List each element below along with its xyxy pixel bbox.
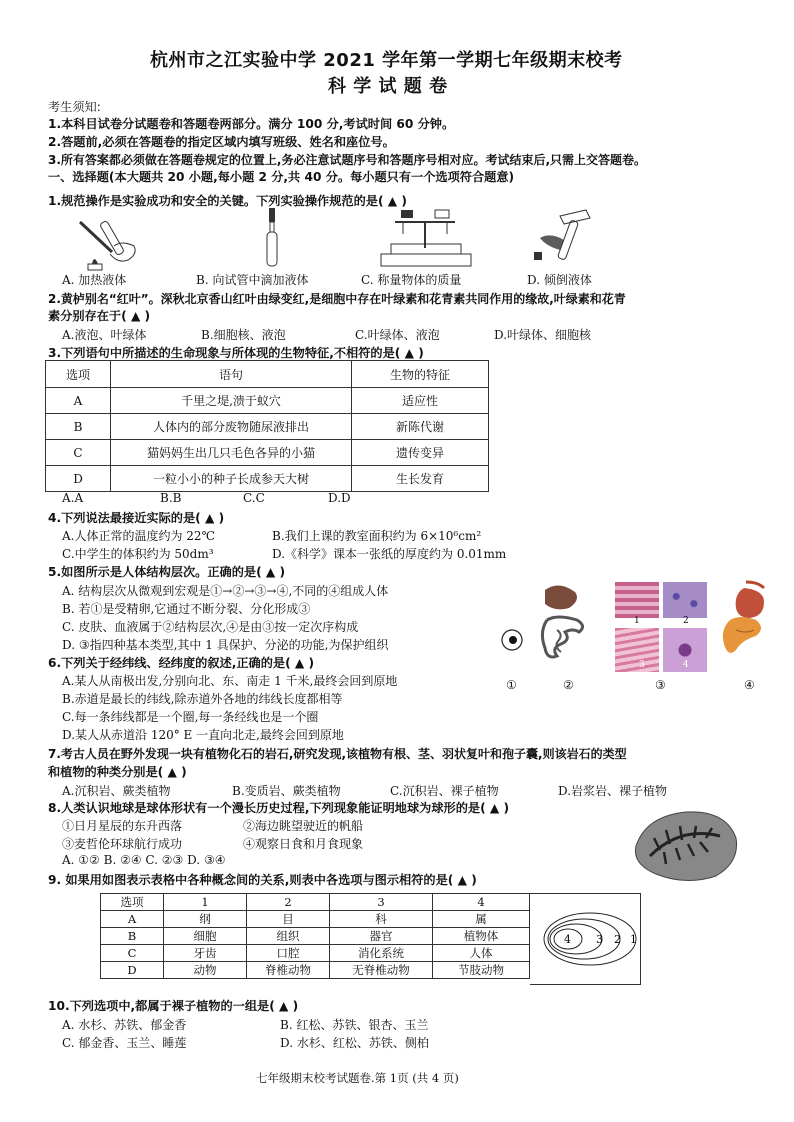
q3-cell: 适应性 <box>352 388 489 414</box>
tissue-image-2 <box>663 582 707 618</box>
q9-cell: 动物 <box>164 962 247 979</box>
q6-stem: 6.下列关于经纬线、经纬度的叙述,正确的是( ▲ ) <box>48 656 315 670</box>
q9-cell: B <box>101 928 164 945</box>
plant-fossil-image <box>630 806 740 886</box>
q2-stem-line2: 素分别存在于( ▲ ) <box>48 309 151 323</box>
cell-illustration <box>500 628 524 652</box>
q9-header: 4 <box>433 894 530 911</box>
q1-option-d: D. 倾倒液体 <box>527 273 592 287</box>
q1-option-a: A. 加热液体 <box>62 273 127 287</box>
q9-cell: 科 <box>330 911 433 928</box>
q9-cell: 人体 <box>433 945 530 962</box>
q4-option-c: C.中学生的体积约为 50dm³ <box>62 547 214 561</box>
q9-cell: 脊椎动物 <box>247 962 330 979</box>
heating-liquid-illustration <box>72 212 142 272</box>
tissue-num-4: 4 <box>683 660 689 670</box>
q3-cell: 遗传变异 <box>352 440 489 466</box>
q4-option-a: A.人体正常的温度约为 22℃ <box>62 529 215 543</box>
q7-option-d: D.岩浆岩、裸子植物 <box>558 784 668 798</box>
q5-option-c: C. 皮肤、血液属于②结构层次,④是由③按一定次序构成 <box>62 620 359 634</box>
q10-option-b: B. 红松、苏铁、银杏、玉兰 <box>280 1018 429 1032</box>
tissue-image-1 <box>615 582 659 618</box>
q3-option-d: D.D <box>328 491 351 505</box>
exam-title: 杭州市之江实验中学 2021 学年第一学期七年级期末校考 <box>150 50 623 71</box>
q6-option-a: A.某人从南极出发,分别向北、东、南走 1 千米,最终会回到原地 <box>62 674 398 688</box>
fig-label-4: ④ <box>744 678 755 692</box>
tissue-num-1: 1 <box>634 616 640 626</box>
q9-cell: 纲 <box>164 911 247 928</box>
exam-subtitle: 科 学 试 题 卷 <box>328 76 448 97</box>
q3-cell: C <box>46 440 111 466</box>
q3-option-a: A.A <box>62 491 84 505</box>
q3-cell: A <box>46 388 111 414</box>
q3-cell: B <box>46 414 111 440</box>
q3-header-sentence: 语句 <box>111 361 352 388</box>
q8-item-4: ④观察日食和月食现象 <box>243 837 364 851</box>
q9-header: 选项 <box>101 894 164 911</box>
q9-header: 2 <box>247 894 330 911</box>
q7-option-a: A.沉积岩、蕨类植物 <box>62 784 171 798</box>
q1-option-b: B. 向试管中滴加液体 <box>196 273 309 287</box>
q6-option-b: B.赤道是最长的纬线,除赤道外各地的纬线长度都相等 <box>62 692 343 706</box>
notice-item-3: 3.所有答案都必须做在答题卷规定的位置上,务必注意试题序号和答题序号相对应。考试结束后,只需上交答题卷。 <box>48 153 647 167</box>
q9-stem: 9. 如果用如图表示表格中各种概念间的关系,则表中各选项与图示相符的是( ▲ ) <box>48 873 477 887</box>
q4-stem: 4.下列说法最接近实际的是( ▲ ) <box>48 511 225 525</box>
q3-cell: 新陈代谢 <box>352 414 489 440</box>
q3-header-option: 选项 <box>46 361 111 388</box>
circle-label-1: 1 <box>630 933 637 946</box>
q3-cell: D <box>46 466 111 492</box>
q10-option-c: C. 郁金香、玉兰、睡莲 <box>62 1036 187 1050</box>
q8-stem: 8.人类认识地球是球体形状有一个漫长历史过程,下列现象能证明地球为球形的是( ▲ ) <box>48 801 510 815</box>
q3-cell: 一粒小小的种子长成参天大树 <box>111 466 352 492</box>
q5-stem: 5.如图所示是人体结构层次。正确的是( ▲ ) <box>48 565 286 579</box>
organ-illustration <box>535 582 605 672</box>
dropping-liquid-illustration <box>262 208 282 268</box>
q10-stem: 10.下列选项中,都属于裸子植物的一组是( ▲ ) <box>48 999 299 1013</box>
q2-option-d: D.叶绿体、细胞核 <box>494 328 592 342</box>
circle-label-2: 2 <box>614 933 621 946</box>
q9-cell: 节肢动物 <box>433 962 530 979</box>
q3-table <box>45 360 489 492</box>
q5-option-d: D. ③指四种基本类型,其中 1 具保护、分泌的功能,为保护组织 <box>62 638 389 652</box>
q3-cell: 生长发育 <box>352 466 489 492</box>
q8-item-3: ③麦哲伦环球航行成功 <box>62 837 183 851</box>
q5-option-b: B. 若①是受精卵,它通过不断分裂、分化形成③ <box>62 602 311 616</box>
q8-item-2: ②海边眺望驶近的帆船 <box>243 819 364 833</box>
notice-item-2: 2.答题前,必须在答题卷的指定区域内填写班级、姓名和座位号。 <box>48 135 395 149</box>
fig-label-2: ② <box>563 678 574 692</box>
q3-stem: 3.下列语句中所描述的生命现象与所体现的生物特征,不相符的是( ▲ ) <box>48 346 424 360</box>
q2-option-a: A.液泡、叶绿体 <box>62 328 147 342</box>
q9-cell: 器官 <box>330 928 433 945</box>
q9-cell: 植物体 <box>433 928 530 945</box>
q9-cell: C <box>101 945 164 962</box>
q9-cell: 细胞 <box>164 928 247 945</box>
q3-cell: 千里之堤,溃于蚁穴 <box>111 388 352 414</box>
q7-stem-line1: 7.考古人员在野外发现一块有植物化石的岩石,研究发现,该植物有根、茎、羽状复叶和孢子囊,则该岩石的类型 <box>48 747 627 761</box>
q2-stem-line1: 2.黄栌别名“红叶”。深秋北京香山红叶由绿变红,是细胞中存在叶绿素和花青素共同作用的缘故,叶绿素和花青 <box>48 292 626 306</box>
q7-stem-line2: 和植物的种类分别是( ▲ ) <box>48 765 187 779</box>
q3-option-b: B.B <box>160 491 182 505</box>
q9-header: 3 <box>330 894 433 911</box>
q9-table <box>100 893 530 979</box>
q9-cell: A <box>101 911 164 928</box>
circle-label-3: 3 <box>596 933 603 946</box>
tissue-image-3 <box>615 628 659 672</box>
tissue-num-2: 2 <box>683 616 689 626</box>
q7-option-b: B.变质岩、蕨类植物 <box>232 784 341 798</box>
q9-cell: 口腔 <box>247 945 330 962</box>
q3-header-feature: 生物的特征 <box>352 361 489 388</box>
q3-cell: 猫妈妈生出几只毛色各异的小猫 <box>111 440 352 466</box>
q9-cell: 目 <box>247 911 330 928</box>
q9-cell: 组织 <box>247 928 330 945</box>
fig-label-3: ③ <box>655 678 666 692</box>
q4-option-b: B.我们上课的教室面积约为 6×10⁶cm² <box>272 529 482 543</box>
q9-header: 1 <box>164 894 247 911</box>
q6-option-d: D.某人从赤道沿 120° E 一直向北走,最终会回到原地 <box>62 728 344 742</box>
circle-label-4: 4 <box>564 933 571 946</box>
fig-label-1: ① <box>506 678 517 692</box>
q1-option-c: C. 称量物体的质量 <box>361 273 462 287</box>
q10-option-d: D. 水杉、红松、苏铁、侧柏 <box>280 1036 429 1050</box>
q9-cell: 消化系统 <box>330 945 433 962</box>
notice-heading: 考生须知: <box>48 100 101 114</box>
digestive-system-illustration <box>722 580 772 660</box>
q9-cell: 无脊椎动物 <box>330 962 433 979</box>
q8-item-1: ①日月星辰的东升西落 <box>62 819 183 833</box>
balance-scale-illustration <box>375 208 475 268</box>
q9-cell: 属 <box>433 911 530 928</box>
tissue-num-3: 3 <box>639 660 645 670</box>
q10-option-a: A. 水杉、苏铁、郁金香 <box>62 1018 187 1032</box>
page-footer: 七年级期末校考试题卷.第 1页 (共 4 页) <box>256 1071 459 1085</box>
q2-option-b: B.细胞核、液泡 <box>201 328 286 342</box>
q1-stem: 1.规范操作是实验成功和安全的关键。下列实验操作规范的是( ▲ ) <box>48 194 407 208</box>
q9-cell: D <box>101 962 164 979</box>
q6-option-c: C.每一条纬线都是一个圈,每一条经线也是一个圈 <box>62 710 319 724</box>
q5-option-a: A. 结构层次从微观到宏观是①→②→③→④,不同的④组成人体 <box>62 584 389 598</box>
q9-cell: 牙齿 <box>164 945 247 962</box>
q3-cell: 人体内的部分废物随尿液排出 <box>111 414 352 440</box>
q3-option-c: C.C <box>243 491 265 505</box>
notice-item-1: 1.本科目试卷分试题卷和答题卷两部分。满分 100 分,考试时间 60 分钟。 <box>48 117 455 131</box>
q7-option-c: C.沉积岩、裸子植物 <box>390 784 499 798</box>
q2-option-c: C.叶绿体、液泡 <box>355 328 440 342</box>
nested-circles-diagram <box>530 893 640 983</box>
section-heading: 一、选择题(本大题共 20 小题,每小题 2 分,共 40 分。每小题只有一个选项符合题意) <box>48 170 515 184</box>
q8-options: A. ①② B. ②④ C. ②③ D. ③④ <box>62 853 226 867</box>
q4-option-d: D.《科学》课本一张纸的厚度约为 0.01mm <box>272 547 507 561</box>
pouring-liquid-illustration <box>520 208 600 268</box>
